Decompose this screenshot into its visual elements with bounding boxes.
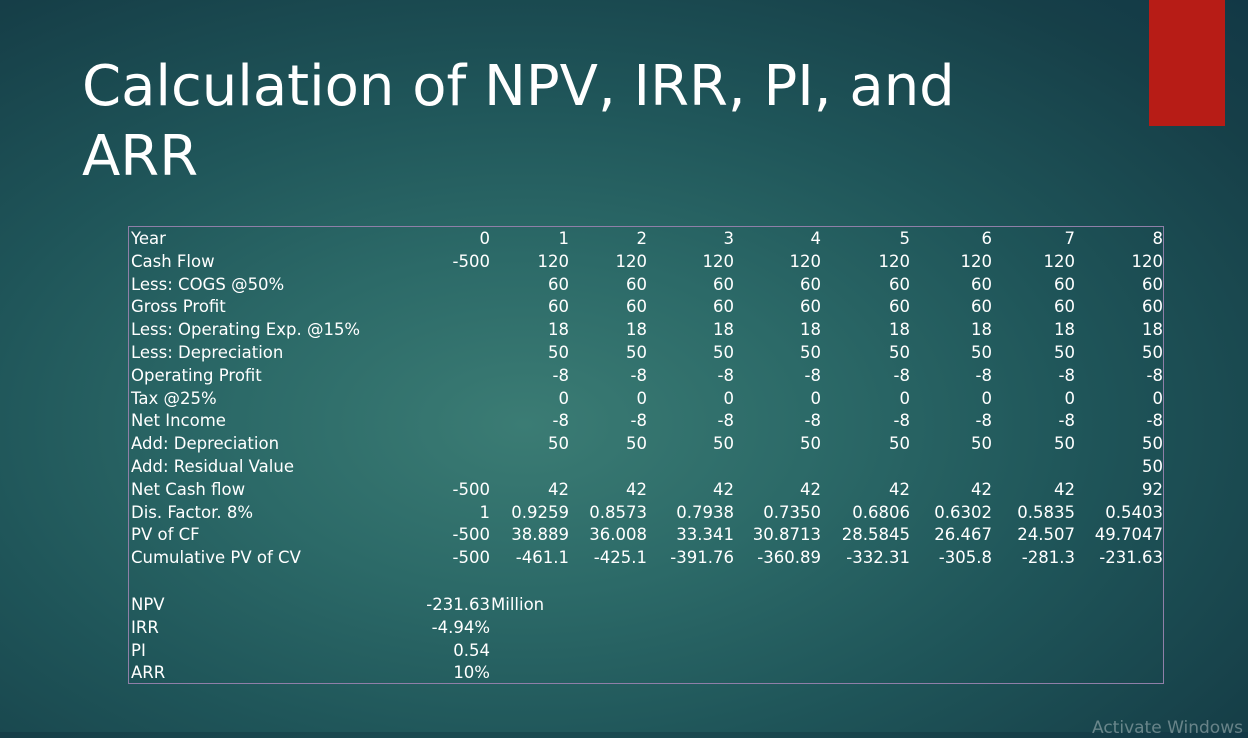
table-cell: 50 xyxy=(1142,434,1163,454)
table-cell: -8 xyxy=(804,411,821,431)
table-cell: 50 xyxy=(1142,457,1163,476)
watermark-text: Activate Windows xyxy=(1092,718,1243,738)
table-cell: -461.1 xyxy=(515,548,569,568)
table-cell: 42 xyxy=(548,479,569,499)
table-cell: -8 xyxy=(1058,365,1075,385)
row-label: Less: Depreciation xyxy=(131,343,284,362)
table-cell: 18 xyxy=(548,320,569,340)
table-cell: -281.3 xyxy=(1021,548,1075,568)
table-cell: 50 xyxy=(889,343,910,362)
row-label: Dis. Factor. 8% xyxy=(131,502,254,522)
table-cell: -500 xyxy=(452,251,490,271)
table-cell: -8 xyxy=(1146,365,1163,385)
table-cell: 0.5403 xyxy=(1105,502,1163,522)
table-cell: 1 xyxy=(558,229,569,248)
table-cell: -8 xyxy=(717,411,734,431)
table-cell: 50 xyxy=(1054,343,1075,362)
table-cell: 120 xyxy=(878,251,910,271)
table-cell: 60 xyxy=(626,297,647,317)
table-cell: -8 xyxy=(552,365,569,385)
summary-label: IRR xyxy=(131,617,159,637)
table-cell: 60 xyxy=(889,274,910,294)
table-cell: 50 xyxy=(626,434,647,454)
table-cell: 120 xyxy=(960,251,992,271)
table-cell: 0.8573 xyxy=(589,502,647,522)
table-cell: 42 xyxy=(1054,479,1075,499)
table-cell: 0 xyxy=(558,388,569,408)
table-cell: 50 xyxy=(971,343,992,362)
table-cell: -8 xyxy=(893,411,910,431)
table-cell: 28.5845 xyxy=(841,525,910,545)
table-cell: 60 xyxy=(971,274,992,294)
table-cell: 0 xyxy=(1064,388,1075,408)
table-cell: 0 xyxy=(723,388,734,408)
table-cell: 60 xyxy=(1054,274,1075,294)
table-cell: 30.8713 xyxy=(752,525,821,545)
table-cell: 0.9259 xyxy=(511,502,569,522)
table-cell: -8 xyxy=(552,411,569,431)
table-cell: 50 xyxy=(1142,343,1163,362)
table-cell: 0 xyxy=(981,388,992,408)
table-cell: 18 xyxy=(626,320,647,340)
table-cell: 36.008 xyxy=(589,525,647,545)
row-label: Net Income xyxy=(131,411,226,431)
table-cell: 1 xyxy=(479,502,490,522)
table-cell: -8 xyxy=(1146,411,1163,431)
table-cell: 18 xyxy=(1142,320,1163,340)
table-cell: 120 xyxy=(1131,251,1163,271)
table-cell: 60 xyxy=(971,297,992,317)
table-cell: 0.7350 xyxy=(763,502,821,522)
table-cell: 0 xyxy=(1152,388,1163,408)
table-cell: 50 xyxy=(548,434,569,454)
table-cell: 60 xyxy=(1142,274,1163,294)
table-cell: 120 xyxy=(615,251,647,271)
table-cell: 50 xyxy=(1054,434,1075,454)
row-label: Less: COGS @50% xyxy=(131,274,285,294)
table-cell: 60 xyxy=(1142,297,1163,317)
table-cell: 8 xyxy=(1152,229,1163,248)
summary-value: 0.54 xyxy=(453,640,490,660)
table-cell: 24.507 xyxy=(1017,525,1075,545)
row-label: PV of CF xyxy=(131,525,200,545)
table-cell: 18 xyxy=(1054,320,1075,340)
table-cell: 4 xyxy=(810,229,821,248)
table-cell: 33.341 xyxy=(676,525,734,545)
summary-label: PI xyxy=(131,640,146,660)
row-label: Gross Profit xyxy=(131,297,226,317)
table-cell: 3 xyxy=(723,229,734,248)
row-label: Year xyxy=(131,229,166,248)
table-cell: 120 xyxy=(537,251,569,271)
row-label: Less: Operating Exp. @15% xyxy=(131,320,361,340)
summary-value: 10% xyxy=(453,663,490,683)
table-cell: 120 xyxy=(1043,251,1075,271)
table-cell: 60 xyxy=(548,297,569,317)
table-cell: 38.889 xyxy=(511,525,569,545)
row-label: Add: Depreciation xyxy=(131,434,280,454)
table-cell: 50 xyxy=(800,343,821,362)
row-label: Add: Residual Value xyxy=(131,457,294,476)
table-cell: -500 xyxy=(452,525,490,545)
table-cell: 0.6302 xyxy=(934,502,992,522)
row-label: Net Cash flow xyxy=(131,479,246,499)
table-cell: -360.89 xyxy=(757,548,821,568)
table-cell: -8 xyxy=(717,365,734,385)
row-label: Operating Profit xyxy=(131,365,262,385)
table-cell: 60 xyxy=(889,297,910,317)
table-cell: -425.1 xyxy=(593,548,647,568)
table-cell: 0 xyxy=(899,388,910,408)
slide-title: Calculation of NPV, IRR, PI, and ARR xyxy=(82,54,955,189)
table-cell: 92 xyxy=(1142,479,1163,499)
table-cell: 50 xyxy=(800,434,821,454)
summary-unit: Million xyxy=(491,595,545,614)
table-cell: -500 xyxy=(452,548,490,568)
table-cell: 120 xyxy=(789,251,821,271)
row-label: Cumulative PV of CV xyxy=(131,548,301,568)
table-cell: -305.8 xyxy=(938,548,992,568)
table-cell: -500 xyxy=(452,479,490,499)
table-cell: 60 xyxy=(626,274,647,294)
table-cell: -8 xyxy=(630,365,647,385)
table-cell: 6 xyxy=(981,229,992,248)
table-cell: 5 xyxy=(899,229,910,248)
table-cell: 60 xyxy=(800,297,821,317)
table-cell: -8 xyxy=(975,411,992,431)
table-cell: -231.63 xyxy=(1099,548,1163,568)
table-cell: 18 xyxy=(889,320,910,340)
table-cell: 26.467 xyxy=(934,525,992,545)
table-cell: -391.76 xyxy=(670,548,734,568)
table-cell: 2 xyxy=(636,229,647,248)
table-cell: 18 xyxy=(713,320,734,340)
table-cell: 120 xyxy=(702,251,734,271)
table-cell: 49.7047 xyxy=(1094,525,1163,545)
summary-label: NPV xyxy=(131,595,165,614)
table-cell: 60 xyxy=(548,274,569,294)
row-label: Cash Flow xyxy=(131,251,215,271)
table-cell: 0 xyxy=(810,388,821,408)
table-cell: 60 xyxy=(1054,297,1075,317)
table-cell: 7 xyxy=(1064,229,1075,248)
table-cell: 60 xyxy=(713,297,734,317)
table-cell: 50 xyxy=(713,434,734,454)
table-cell: 60 xyxy=(800,274,821,294)
table-cell: -8 xyxy=(1058,411,1075,431)
table-cell: 42 xyxy=(889,479,910,499)
table-cell: 50 xyxy=(971,434,992,454)
table-cell: 50 xyxy=(548,343,569,362)
table-cell: 0.6806 xyxy=(852,502,910,522)
table-cell: 0.7938 xyxy=(676,502,734,522)
table-cell: 18 xyxy=(971,320,992,340)
table-cell: -8 xyxy=(630,411,647,431)
summary-value: -231.63 xyxy=(426,595,490,614)
row-label: Tax @25% xyxy=(131,388,217,408)
table-cell: 42 xyxy=(626,479,647,499)
table-cell: -332.31 xyxy=(846,548,910,568)
table-cell: 42 xyxy=(713,479,734,499)
table-cell: 50 xyxy=(889,434,910,454)
table-cell: 60 xyxy=(713,274,734,294)
table-cell: -8 xyxy=(975,365,992,385)
table-cell: 18 xyxy=(800,320,821,340)
table-cell: 50 xyxy=(626,343,647,362)
table-cell: 50 xyxy=(713,343,734,362)
table-cell: 0 xyxy=(636,388,647,408)
summary-value: -4.94% xyxy=(431,617,490,637)
table-cell: -8 xyxy=(804,365,821,385)
table-cell: 0 xyxy=(479,229,490,248)
table-cell: -8 xyxy=(893,365,910,385)
table-cell: 42 xyxy=(800,479,821,499)
accent-block xyxy=(1149,0,1225,126)
table-cell: 42 xyxy=(971,479,992,499)
summary-label: ARR xyxy=(131,663,166,683)
table-cell: 0.5835 xyxy=(1017,502,1075,522)
